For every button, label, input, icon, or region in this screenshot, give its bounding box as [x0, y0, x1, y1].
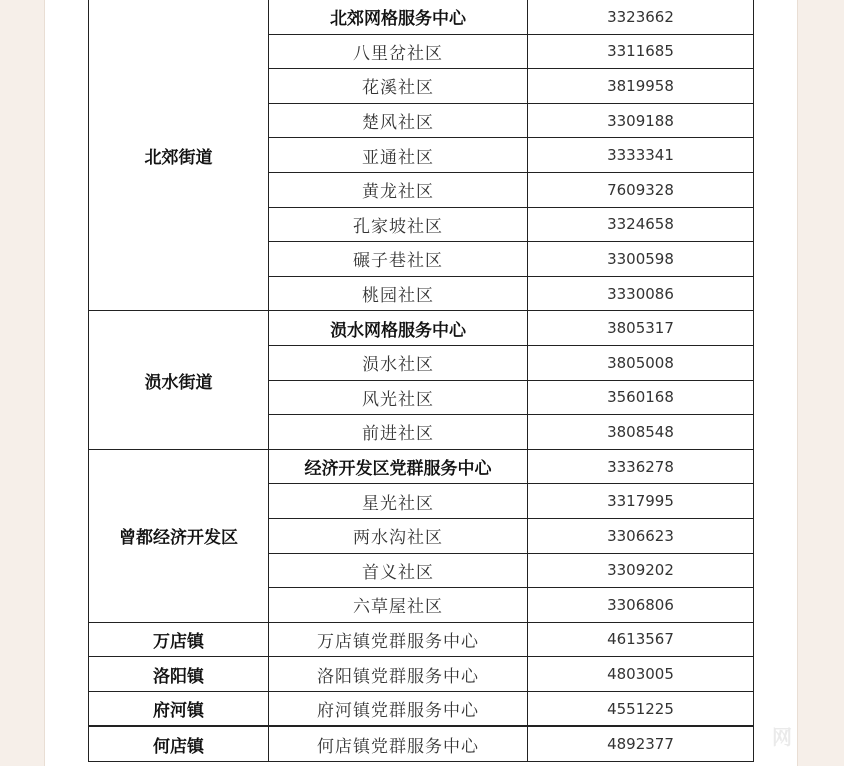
district-cell: 涢水街道	[89, 311, 269, 449]
service-center-name: 北郊网格服务中心	[269, 0, 528, 34]
table-row	[89, 0, 754, 34]
phone-number: 3805317	[528, 311, 754, 346]
district-cell: 洛阳镇	[89, 657, 269, 692]
phone-number: 3309188	[528, 103, 754, 138]
community-name: 六草屋社区	[269, 588, 528, 623]
phone-number: 3323662	[528, 0, 754, 34]
phone-number: 3333341	[528, 138, 754, 173]
district-cell: 何店镇	[89, 726, 269, 761]
district-cell: 北郊街道	[89, 0, 269, 311]
community-name: 两水沟社区	[269, 518, 528, 553]
district-cell: 曾都经济开发区	[89, 449, 269, 622]
community-name: 楚风社区	[269, 103, 528, 138]
table-row	[89, 311, 754, 346]
community-name: 风光社区	[269, 380, 528, 415]
table-row	[89, 622, 754, 657]
service-center-name: 经济开发区党群服务中心	[269, 449, 528, 484]
phone-number: 3819958	[528, 69, 754, 104]
district-cell: 府河镇	[89, 691, 269, 726]
table-row	[89, 657, 754, 692]
phone-number: 3306623	[528, 518, 754, 553]
table-row	[89, 449, 754, 484]
community-name: 万店镇党群服务中心	[269, 622, 528, 657]
community-name: 洛阳镇党群服务中心	[269, 657, 528, 692]
phone-number: 3330086	[528, 276, 754, 311]
phone-number: 4551225	[528, 691, 754, 726]
document-page	[44, 0, 798, 766]
phone-number: 3311685	[528, 34, 754, 69]
community-name: 亚通社区	[269, 138, 528, 173]
community-name: 首义社区	[269, 553, 528, 588]
contact-table	[88, 0, 754, 762]
phone-number: 3324658	[528, 207, 754, 242]
service-center-name: 涢水网格服务中心	[269, 311, 528, 346]
community-name: 花溪社区	[269, 69, 528, 104]
community-name: 桃园社区	[269, 276, 528, 311]
phone-number: 3336278	[528, 449, 754, 484]
district-cell: 万店镇	[89, 622, 269, 657]
community-name: 八里岔社区	[269, 34, 528, 69]
phone-number: 4613567	[528, 622, 754, 657]
community-name: 何店镇党群服务中心	[269, 726, 528, 761]
table-row	[89, 691, 754, 726]
community-name: 前进社区	[269, 415, 528, 450]
community-name: 府河镇党群服务中心	[269, 691, 528, 726]
community-name: 碾子巷社区	[269, 242, 528, 277]
community-name: 黄龙社区	[269, 172, 528, 207]
phone-number: 4803005	[528, 657, 754, 692]
phone-number: 3306806	[528, 588, 754, 623]
phone-number: 3805008	[528, 345, 754, 380]
phone-number: 4892377	[528, 726, 754, 761]
community-name: 涢水社区	[269, 345, 528, 380]
phone-number: 3300598	[528, 242, 754, 277]
phone-number: 3560168	[528, 380, 754, 415]
community-name: 孔家坡社区	[269, 207, 528, 242]
watermark: 网	[772, 725, 793, 749]
table-row	[89, 726, 754, 761]
phone-number: 7609328	[528, 172, 754, 207]
phone-number: 3317995	[528, 484, 754, 519]
phone-number: 3309202	[528, 553, 754, 588]
contact-table-body	[89, 0, 754, 762]
phone-number: 3808548	[528, 415, 754, 450]
community-name: 星光社区	[269, 484, 528, 519]
